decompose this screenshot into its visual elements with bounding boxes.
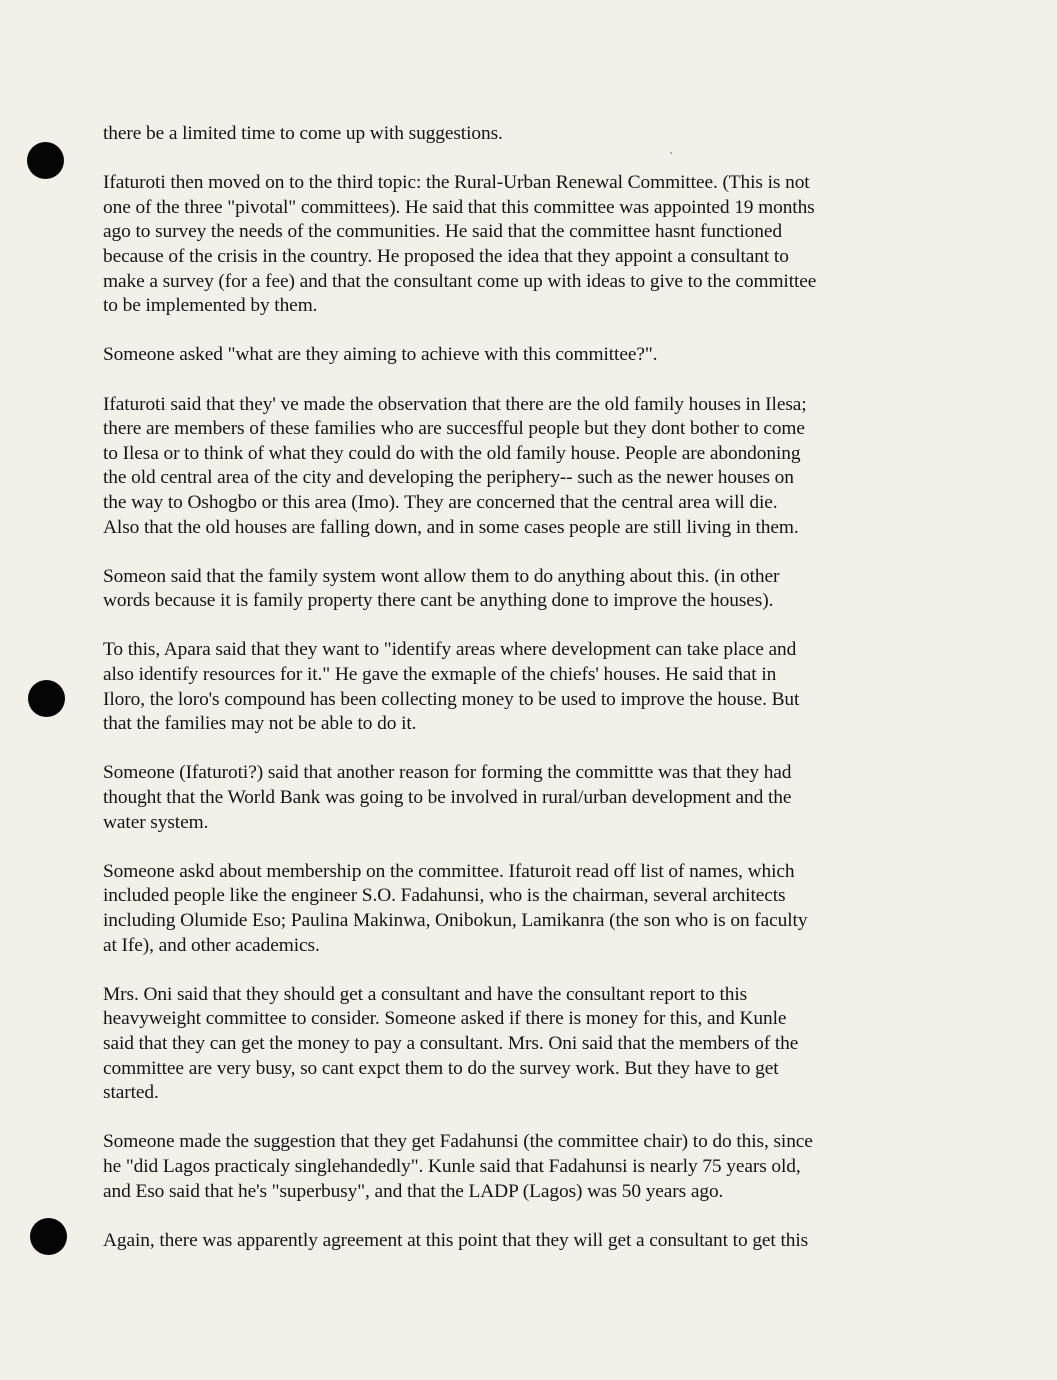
paragraph: Someon said that the family system wont allow them to do anything about this. (in other words because it is family property there cant be anything done to improve the houses). xyxy=(103,565,780,612)
paragraph: Someone asked "what are they aiming to achieve with this committee?". xyxy=(103,344,658,366)
punch-hole-top xyxy=(27,142,64,179)
punch-hole-middle xyxy=(28,680,65,717)
paragraph: Mrs. Oni said that they should get a consultant and have the consultant report to this heavyweight committee to consider. Someone asked if there is money for this, and Kunle said that they can get the money to pay a consultant. Mrs. Oni said that the members of the committee are very busy, so cant expct them to do the survey work. But they have to get started. xyxy=(103,983,799,1104)
paragraph: Ifaturoti said that they' ve made the observation that there are the old family houses in Ilesa; there are members of these families who are succesfful people but they dont bother to come to Ilesa or to think of what they could do with the old family house. People are abondoning the old central area of the city and developing the periphery-- such as the newer houses on the way to Oshogbo or this area (Imo). They are concerned that the central area will die. Also that the old houses are falling down, and in some cases people are still living in them. xyxy=(103,393,807,538)
paragraph: To this, Apara said that they want to "identify areas where development can take place and also identify resources for it." He gave the exmaple of the chiefs' houses. He said that in Iloro, the loro's compound has been collecting money to be used to improve the house. But that the families may not be able to do it. xyxy=(103,639,800,735)
paragraph: Someone askd about membership on the committee. Ifaturoit read off list of names, which included people like the engineer S.O. Fadahunsi, who is the chairman, several architects including Olumide Eso; Paulina Makinwa, Onibokun, Lamikanra (the son who is on faculty at Ife), and other academics. xyxy=(103,860,808,956)
paragraph: there be a limited time to come up with suggestions. xyxy=(103,123,503,144)
paragraph: Ifaturoti then moved on to the third topic: the Rural-Urban Renewal Committee. (This is not one of the three "pivotal" committees). He said that this committee was appointed 19 months ago to survey the needs of the communities. He said that the committee hasnt functioned because of the crisis in the country. He proposed the idea that they appoint a consultant to make a survey (for a fee) and that the consultant come up with ideas to give to the committee to be implemented by them. xyxy=(103,172,817,317)
document-body xyxy=(103,122,923,1278)
punch-hole-bottom xyxy=(30,1218,67,1255)
paragraph: Again, there was apparently agreement at this point that they will get a consultant to get this xyxy=(103,1229,809,1251)
paragraph: Someone (Ifaturoti?) said that another reason for forming the committte was that they had thought that the World Bank was going to be involved in rural/urban development and the water system. xyxy=(103,762,792,833)
paragraph: Someone made the suggestion that they get Fadahunsi (the committee chair) to do this, since he "did Lagos practicaly singlehandedly". Kunle said that Fadahunsi is nearly 75 years old, and Eso said that he's "superbusy", and that the LADP (Lagos) was 50 years ago. xyxy=(103,1131,813,1202)
